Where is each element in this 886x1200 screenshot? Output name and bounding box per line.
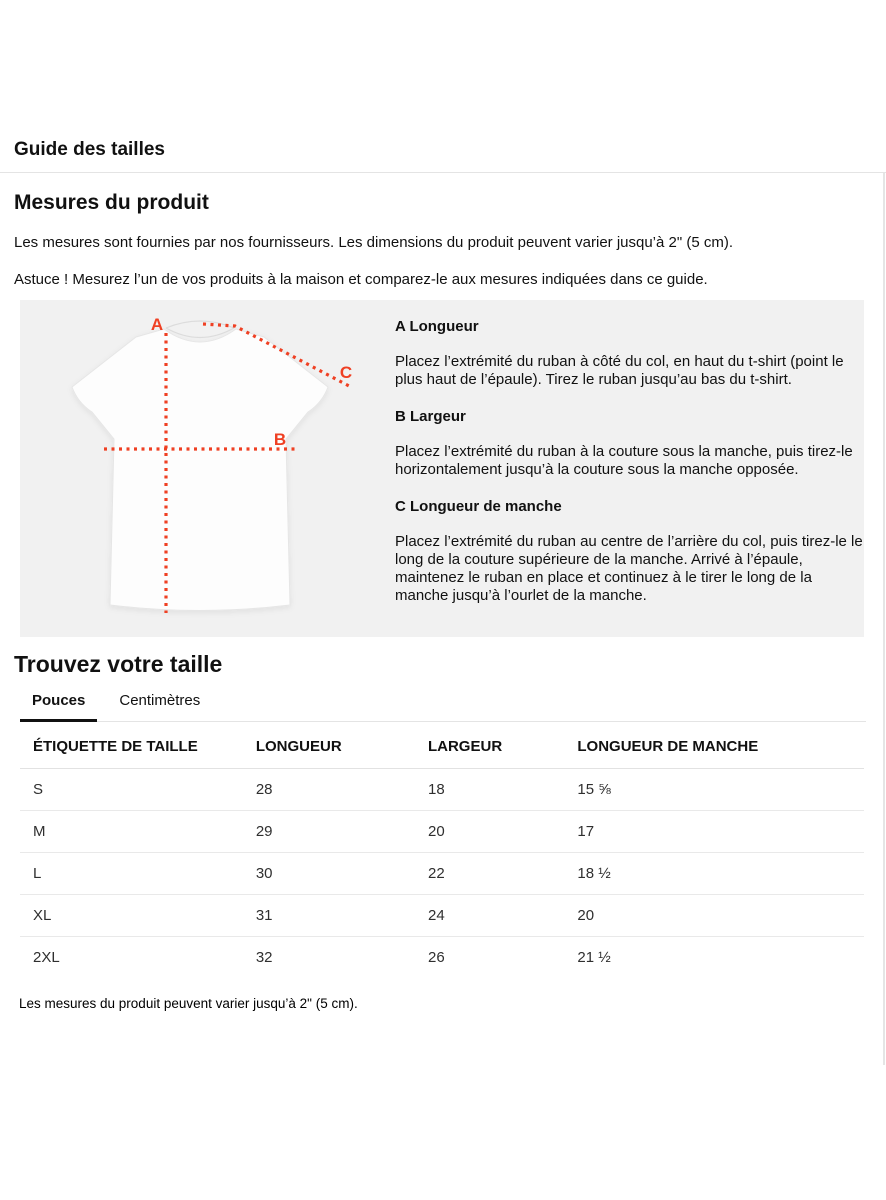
cell-width: 18 <box>415 769 564 811</box>
cell-sleeve-length: 17 <box>564 811 864 853</box>
cell-width: 24 <box>415 895 564 937</box>
table-note: Les mesures du produit peuvent varier jusqu’à 2" (5 cm). <box>19 996 358 1011</box>
cell-length: 30 <box>243 853 415 895</box>
tab-centimetres[interactable]: Centimètres <box>107 692 212 721</box>
table-row <box>20 853 864 895</box>
find-size-heading: Trouvez votre taille <box>14 651 223 677</box>
measurements-heading: Mesures du produit <box>14 191 209 214</box>
table-row <box>20 895 864 937</box>
table-row <box>20 811 864 853</box>
cell-length: 29 <box>243 811 415 853</box>
tshirt-collar-icon <box>166 321 234 328</box>
table-header-row <box>20 722 864 769</box>
column-header-length: LONGUEUR <box>243 722 415 769</box>
column-header-sleeve-length: LONGUEUR DE MANCHE <box>564 722 864 769</box>
size-diagram-panel <box>20 300 864 637</box>
measure-label-c: C <box>339 363 353 382</box>
cell-length: 31 <box>243 895 415 937</box>
tab-pouces[interactable]: Pouces <box>20 692 97 721</box>
table-row <box>20 769 864 811</box>
instruction-title-sleeve: C Longueur de manche <box>395 498 562 515</box>
instruction-text-length: Placez l’extrémité du ruban à côté du col, en haut du t-shirt (point le plus haut de l’épaule). Tirez le ruban jusqu’au bas du t-shirt. <box>395 353 844 388</box>
cell-width: 22 <box>415 853 564 895</box>
cell-sleeve-length: 21 ½ <box>577 949 611 966</box>
cell-sleeve-length: 15 ⅝ <box>564 769 864 811</box>
cell-size-label: 2XL <box>33 949 60 966</box>
find-your-size-section <box>0 651 886 1012</box>
cell-size-label: M <box>20 811 243 853</box>
cell-size-label: L <box>20 853 243 895</box>
page-title: Guide des tailles <box>14 139 165 160</box>
cell-width: 20 <box>415 811 564 853</box>
cell-length: 32 <box>255 949 273 966</box>
tshirt-body <box>72 329 328 611</box>
cell-size-label: XL <box>20 895 243 937</box>
cell-sleeve-length: 20 <box>564 895 864 937</box>
column-header-width: LARGEUR <box>415 722 564 769</box>
product-measurements-section <box>0 191 886 637</box>
instruction-text-sleeve: Placez l’extrémité du ruban au centre de l’arrière du col, puis tirez-le le long de la couture supérieure de la manche. Arrivé à l’épaule, maintenez le ruban en place et continuez à le tirer le long de la manche jusqu’à l’ourlet de la manche. <box>395 533 863 604</box>
column-header-size-label: ÉTIQUETTE DE TAILLE <box>20 722 243 769</box>
cell-size-label: S <box>20 769 243 811</box>
unit-tabs <box>20 692 866 722</box>
cell-width: 26 <box>427 949 445 966</box>
cell-sleeve-length: 18 ½ <box>564 853 864 895</box>
cell-length: 28 <box>243 769 415 811</box>
measure-label-b: B <box>273 430 287 449</box>
measurements-intro-text: Les mesures sont fournies par nos fournisseurs. Les dimensions du produit peuvent varier jusqu’à 2" (5 cm). <box>14 234 734 251</box>
tshirt-diagram <box>60 309 380 629</box>
size-table <box>20 722 864 978</box>
measure-label-a: A <box>150 315 164 334</box>
instruction-title-width: B Largeur <box>395 408 466 425</box>
table-row <box>20 937 864 979</box>
instruction-text-width: Placez l’extrémité du ruban à la couture sous la manche, puis tirez-le horizontalement jusqu’à la couture sous la manche opposée. <box>395 443 853 478</box>
measurements-tip-text: Astuce ! Mesurez l’un de vos produits à la maison et comparez-le aux mesures indiquées dans ce guide. <box>14 271 708 288</box>
scrollbar-track[interactable] <box>883 173 885 1065</box>
instruction-title-length: A Longueur <box>395 318 479 335</box>
measurement-instructions <box>395 300 864 637</box>
title-divider <box>0 172 886 173</box>
